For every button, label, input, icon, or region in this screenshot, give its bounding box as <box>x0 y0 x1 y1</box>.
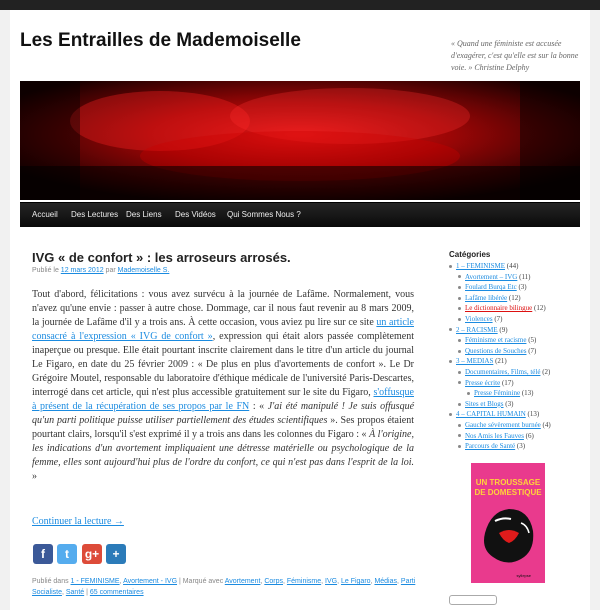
category-count: (7) <box>528 346 537 355</box>
bullet-icon <box>449 360 452 363</box>
book-publisher: syllepse <box>516 573 531 578</box>
content-text: : « <box>249 401 268 412</box>
tag-link[interactable]: Santé <box>65 589 85 596</box>
category-link[interactable]: 4 – CAPITAL HUMAIN <box>456 410 526 419</box>
twitter-icon[interactable]: t <box>57 544 77 564</box>
author-link[interactable]: Mademoiselle S. <box>117 267 170 274</box>
nav-accueil[interactable]: Accueil <box>32 210 58 219</box>
book-title-line1: UN TROUSSAGE <box>475 478 541 487</box>
category-count: (3) <box>518 283 527 292</box>
category-count: (3) <box>505 399 514 408</box>
category-link[interactable]: Nos Amis les Fauves <box>465 431 524 440</box>
category-count: (5) <box>528 336 537 345</box>
category-count: (17) <box>501 378 514 387</box>
category-count: (4) <box>542 420 551 429</box>
book-cover[interactable] <box>471 463 545 583</box>
bullet-icon <box>458 445 461 448</box>
meta-by: par <box>103 267 118 274</box>
category-link[interactable]: Foulard Burqa Etc <box>465 283 517 292</box>
bullet-icon <box>449 328 452 331</box>
category-count: (12) <box>508 293 521 302</box>
category-count: (3) <box>516 442 526 451</box>
bullet-icon <box>467 392 470 395</box>
quote: À l'origine, les indications d'un avortement impliquaient une détresse matérielle ou psychologique de la femme, elles sont aujourd'hui plus de l'ordre du confort, ce qui n'est pas dans l'esprit de la loi. <box>32 429 414 468</box>
category-count: (6) <box>525 431 534 440</box>
category-item <box>449 399 589 410</box>
bullet-icon <box>458 318 461 321</box>
category-count: (2) <box>542 367 551 376</box>
category-link[interactable]: Documentaires, Films, télé <box>465 367 541 376</box>
tag-link[interactable]: Corps <box>264 578 283 585</box>
site-tagline: « Quand une féministe est accusée d'exagérer, c'est qu'elle est sur la bonne voie. » Christine Delphy <box>451 39 579 72</box>
category-link[interactable]: 1 – FEMINISME <box>456 262 506 270</box>
category-count: (21) <box>495 357 507 366</box>
category-link[interactable]: Gauche sévèrement burnée <box>465 420 541 429</box>
category-item <box>449 325 589 336</box>
bullet-icon <box>458 275 461 278</box>
fn-link[interactable]: s'offusque à présent de la récupération de ses propos par le FN <box>32 387 414 412</box>
book-title-line2: DE DOMESTIQUE <box>474 488 542 497</box>
facebook-icon[interactable]: f <box>33 544 53 564</box>
category-item <box>449 367 589 378</box>
main-nav <box>20 202 580 227</box>
category-link[interactable]: 3 – MEDIAS <box>456 357 494 366</box>
book-cover-art <box>471 463 545 583</box>
share-plus-icon[interactable]: + <box>106 544 126 564</box>
banner-image <box>20 81 580 200</box>
categories-heading: Catégories <box>449 250 491 259</box>
bullet-icon <box>458 371 461 374</box>
article-link[interactable]: un article consacré à l'expression « IVG de confort » <box>32 317 414 342</box>
category-count: (9) <box>499 325 508 334</box>
category-link[interactable]: 2 – RACISME <box>456 325 498 334</box>
bullet-icon <box>458 286 461 289</box>
category-link[interactable]: Presse écrite <box>465 378 501 387</box>
category-item <box>449 356 589 367</box>
tag-link[interactable]: Médias <box>374 578 398 585</box>
bullet-icon <box>458 381 461 384</box>
tag-link[interactable]: Le Figaro <box>340 578 371 585</box>
category-item <box>449 388 589 399</box>
category-link[interactable]: Avortement – IVG <box>465 272 518 281</box>
post-title[interactable]: IVG « de confort » : les arroseurs arrosés. <box>32 250 291 265</box>
nav-des-lectures[interactable]: Des Lectures <box>71 210 119 219</box>
tag-link[interactable]: Féminisme <box>286 578 322 585</box>
category-item <box>449 431 589 442</box>
google-plus-icon[interactable]: g+ <box>82 544 102 564</box>
category-link[interactable]: Lafâme libérée <box>465 293 508 302</box>
nav-qui-sommes-nous[interactable]: Qui Sommes Nous ? <box>227 210 301 219</box>
post-content <box>32 288 414 484</box>
category-item <box>449 261 589 272</box>
category-item <box>449 303 589 314</box>
bullet-icon <box>458 403 461 406</box>
bullet-icon <box>458 297 461 300</box>
category-item <box>449 293 589 304</box>
content-text: Tout d'abord, félicitations : vous avez survécu à la journée de Lafâme. Normalement, vous n'avez qu'une envie : passer à autre chose. Dommage, car il nous faut revenir au 8 mars 2009, la journée de Lafâme d'il y a trois ans. À cette occasion, vous aviez pu lire sur ce site <box>32 289 414 328</box>
nav-des-videos[interactable]: Des Vidéos <box>175 210 216 219</box>
posted-in-label: Publié dans <box>32 578 71 585</box>
category-count: (13) <box>521 389 534 398</box>
category-link[interactable]: Presse Féminine <box>474 389 521 398</box>
post-meta <box>32 267 169 274</box>
bullet-icon <box>458 434 461 437</box>
category-link[interactable]: Féminisme et racisme <box>465 336 527 345</box>
meta-prefix: Publié le <box>32 267 61 274</box>
category-item <box>449 409 589 420</box>
tagged-label: | Marqué avec <box>177 578 225 585</box>
category-link[interactable]: Sites et Blogs <box>465 399 504 408</box>
continue-reading-link[interactable]: Continuer la lecture → <box>32 516 124 527</box>
category-item <box>449 420 589 431</box>
category-count: (13) <box>527 410 540 419</box>
category-count: (7) <box>494 314 503 323</box>
footer-category-link[interactable]: 1 - FEMINISME <box>70 578 120 585</box>
category-count: (11) <box>519 272 531 281</box>
category-item <box>449 314 589 325</box>
tag-link[interactable]: Avortement <box>224 578 261 585</box>
top-bar <box>0 0 600 10</box>
search-input[interactable] <box>449 595 497 605</box>
category-item <box>449 272 589 283</box>
bullet-icon <box>458 424 461 427</box>
quote: J'ai été manipulé ! Je suis offusqué qu'un parti politique puisse utiliser partiellement des études scientifiques <box>32 401 415 426</box>
category-link[interactable]: Questions de Souches <box>465 346 527 355</box>
categories-list <box>449 261 589 452</box>
bullet-icon <box>458 350 461 353</box>
category-item <box>449 282 589 293</box>
header-banner <box>20 81 580 200</box>
bullet-icon <box>449 265 452 268</box>
tag-link[interactable]: IVG <box>325 578 338 585</box>
nav-des-liens[interactable]: Des Liens <box>126 210 162 219</box>
content-text: ». Ses propos étaient pourtant clairs, lorsqu'il s'est exprimé il y a trois ans dans les colonnes du Figaro : « <box>32 415 414 440</box>
bullet-icon <box>449 413 452 416</box>
category-item <box>449 346 589 357</box>
post-footer: Publié dans 1 - FEMINISME, Avortement - IVG | Marqué avec Avortement, Corps, Féminisme, IVG, Le Figaro, Médias, Parti Socialiste, Santé | 65 commentaires <box>32 578 416 596</box>
category-item <box>449 335 589 346</box>
comments-link[interactable]: 65 commentaires <box>89 589 144 596</box>
category-count: (44) <box>506 262 519 270</box>
content-text: » <box>32 471 37 482</box>
category-count: (12) <box>534 304 546 313</box>
site-title[interactable]: Les Entrailles de Mademoiselle <box>20 30 301 51</box>
category-link[interactable]: Violences <box>465 314 493 323</box>
bullet-icon <box>458 307 461 310</box>
footer-category-link[interactable]: Avortement - IVG <box>123 578 178 585</box>
bullet-icon <box>458 339 461 342</box>
post-date-link[interactable]: 12 mars 2012 <box>60 267 104 274</box>
category-item <box>449 441 589 452</box>
category-link[interactable]: Le dictionnaire bilingue <box>465 304 533 313</box>
content-text: , expression qui était alors passée complètement inaperçue ou presque. Elle était pourtant inscrite clairement dans le titre d'un article du journal Le Figaro, en date du 25 février 2009 : « De plus en plus d'avortements de confort ». Le Dr Grégoire Moutel, responsable du laboratoire d'éthique médicale de l'université Paris-Descartes, interrogé dans cet article, qui n'est plus accessible gratuitement sur le site du Figaro, <box>32 331 414 398</box>
category-link[interactable]: Parcours de Santé <box>465 442 516 451</box>
tag-link[interactable]: Parti Socialiste <box>32 578 416 596</box>
category-item <box>449 378 589 389</box>
